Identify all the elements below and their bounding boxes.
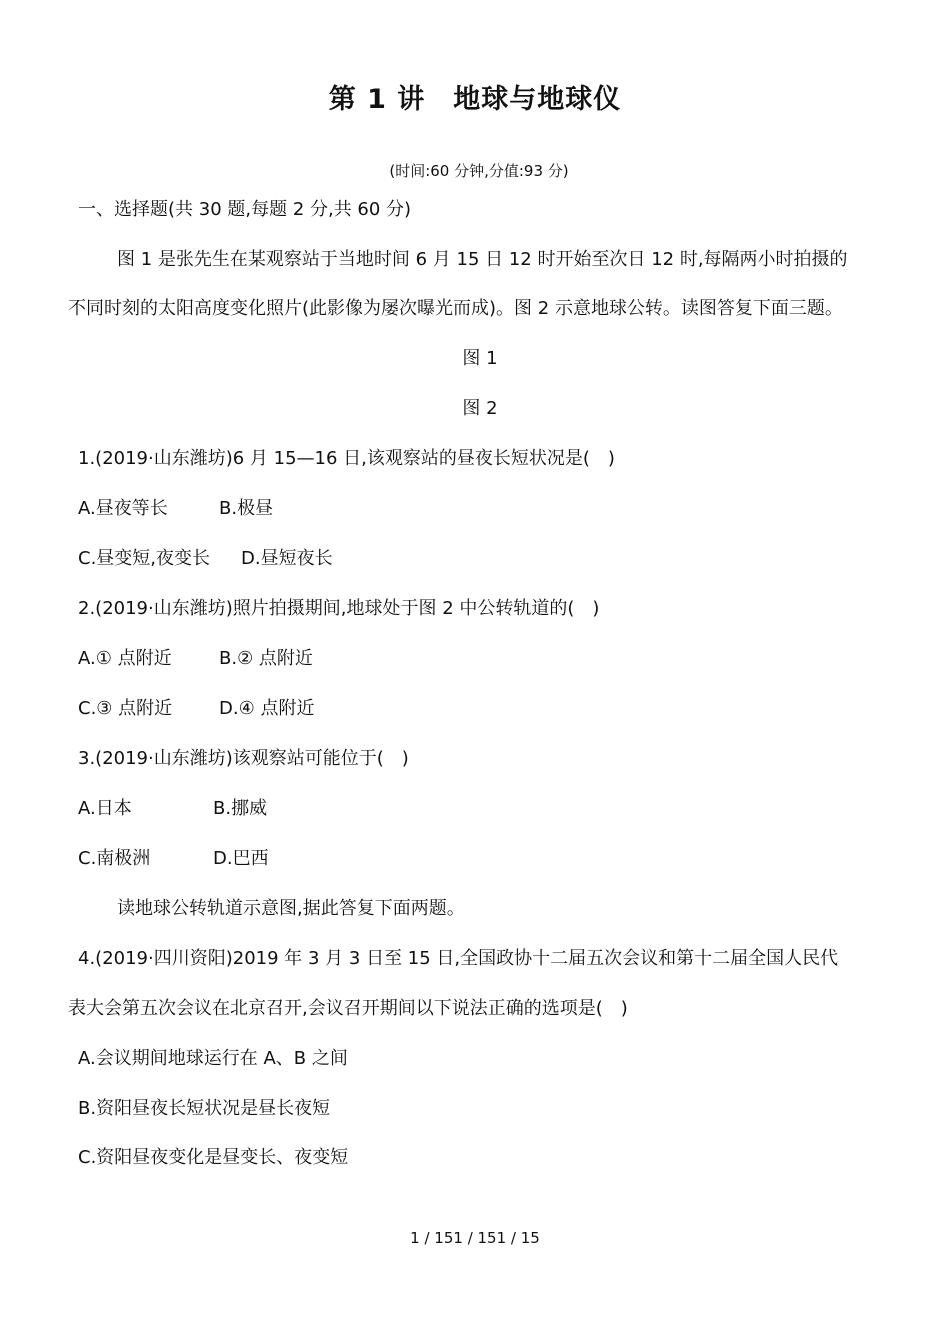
question-2-option-d: D.④ 点附近 [219,698,315,719]
question-2-option-b: B.② 点附近 [219,648,313,669]
question-1-stem: 1.(2019·山东潍坊)6 月 15—16 日,该观察站的昼夜长短状况是( ) [78,448,615,469]
question-3-option-a: A.日本 [78,798,132,819]
question-2-stem: 2.(2019·山东潍坊)照片拍摄期间,地球处于图 2 中公转轨道的( ) [78,598,600,619]
section-heading: 一、选择题(共 30 题,每题 2 分,共 60 分) [78,199,412,220]
page-title: 第 1 讲 地球与地球仪 [328,84,622,115]
question-4-stem-line-1: 4.(2019·四川资阳)2019 年 3 月 3 日至 15 日,全国政协十二届五次会议和第十二届全国人民代 [78,948,839,969]
question-2-option-c: C.③ 点附近 [78,698,173,719]
intro-paragraph-2: 读地球公转轨道示意图,据此答复下面两题。 [117,898,465,919]
figure-2-caption: 图 2 [462,398,498,419]
question-4-stem-line-2: 表大会第五次会议在北京召开,会议召开期间以下说法正确的选项是( ) [68,998,628,1019]
question-1-option-d: D.昼短夜长 [241,548,333,569]
time-score-info: (时间:60 分钟,分值:93 分) [389,162,569,180]
figure-1-caption: 图 1 [462,348,498,369]
question-1-option-a: A.昼夜等长 [78,498,168,519]
intro-paragraph-line-1: 图 1 是张先生在某观察站于当地时间 6 月 15 日 12 时开始至次日 12 时,每隔两小时拍摄的 [117,249,848,270]
question-4-option-c: C.资阳昼夜变化是昼变长、夜变短 [78,1147,349,1168]
question-1-option-c: C.昼变短,夜变长 [78,548,211,569]
question-3-option-c: C.南极洲 [78,848,151,869]
question-3-option-d: D.巴西 [213,848,269,869]
question-4-option-b: B.资阳昼夜长短状况是昼长夜短 [78,1098,331,1119]
intro-paragraph-line-2: 不同时刻的太阳高度变化照片(此影像为屡次曝光而成)。图 2 示意地球公转。读图答复下面三题。 [68,298,843,319]
page-number-footer: 1 / 151 / 151 / 15 [410,1229,540,1247]
question-1-option-b: B.极昼 [219,498,274,519]
question-3-stem: 3.(2019·山东潍坊)该观察站可能位于( ) [78,748,409,769]
question-4-option-a: A.会议期间地球运行在 A、B 之间 [78,1048,348,1069]
question-2-option-a: A.① 点附近 [78,648,172,669]
question-3-option-b: B.挪威 [213,798,268,819]
